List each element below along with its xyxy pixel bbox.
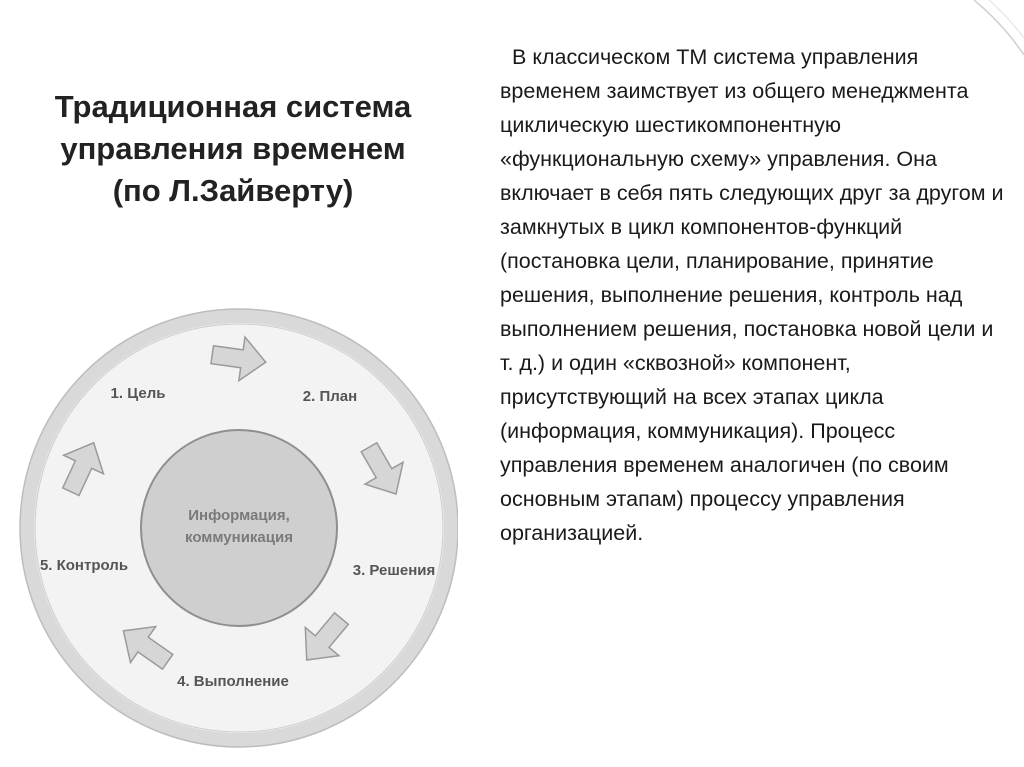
step-label-control: 5. Контроль bbox=[39, 557, 129, 574]
center-label-line-1: Информация, bbox=[188, 507, 290, 524]
title-line-3: (по Л.Зайверту) bbox=[112, 173, 354, 208]
step-label-execution: 4. Выполнение bbox=[177, 673, 289, 690]
step-label-decision: 3. Решения bbox=[352, 562, 436, 579]
slide-title bbox=[18, 86, 448, 212]
body-paragraph: В классическом ТМ система управления временем заимствует из общего менеджмента циклическую шестикомпонентную «функциональную схему» управления. Она включает в себя пять следующих друг за другом и замкнутых в цикл компонентов-функций (постановка цели, планирование, принятие решения, выполнение решения, контроль над выполнением решения, постановка новой цели и т. д.) и один «сквозной» компонент, присутствующий на всех этапах цикла (информация, коммуникация). Процесс управления временем аналогичен (по своим основным этапам) процессу управления организацией. bbox=[500, 45, 1004, 545]
step-label-plan: 2. План bbox=[302, 388, 358, 405]
center-circle bbox=[141, 430, 337, 626]
time-management-cycle-diagram bbox=[18, 300, 458, 760]
title-line-1: Традиционная система bbox=[54, 89, 412, 124]
center-label-line-2: коммуникация bbox=[185, 529, 293, 546]
title-line-2: управления временем bbox=[60, 131, 406, 166]
step-label-goal: 1. Цель bbox=[110, 385, 166, 402]
